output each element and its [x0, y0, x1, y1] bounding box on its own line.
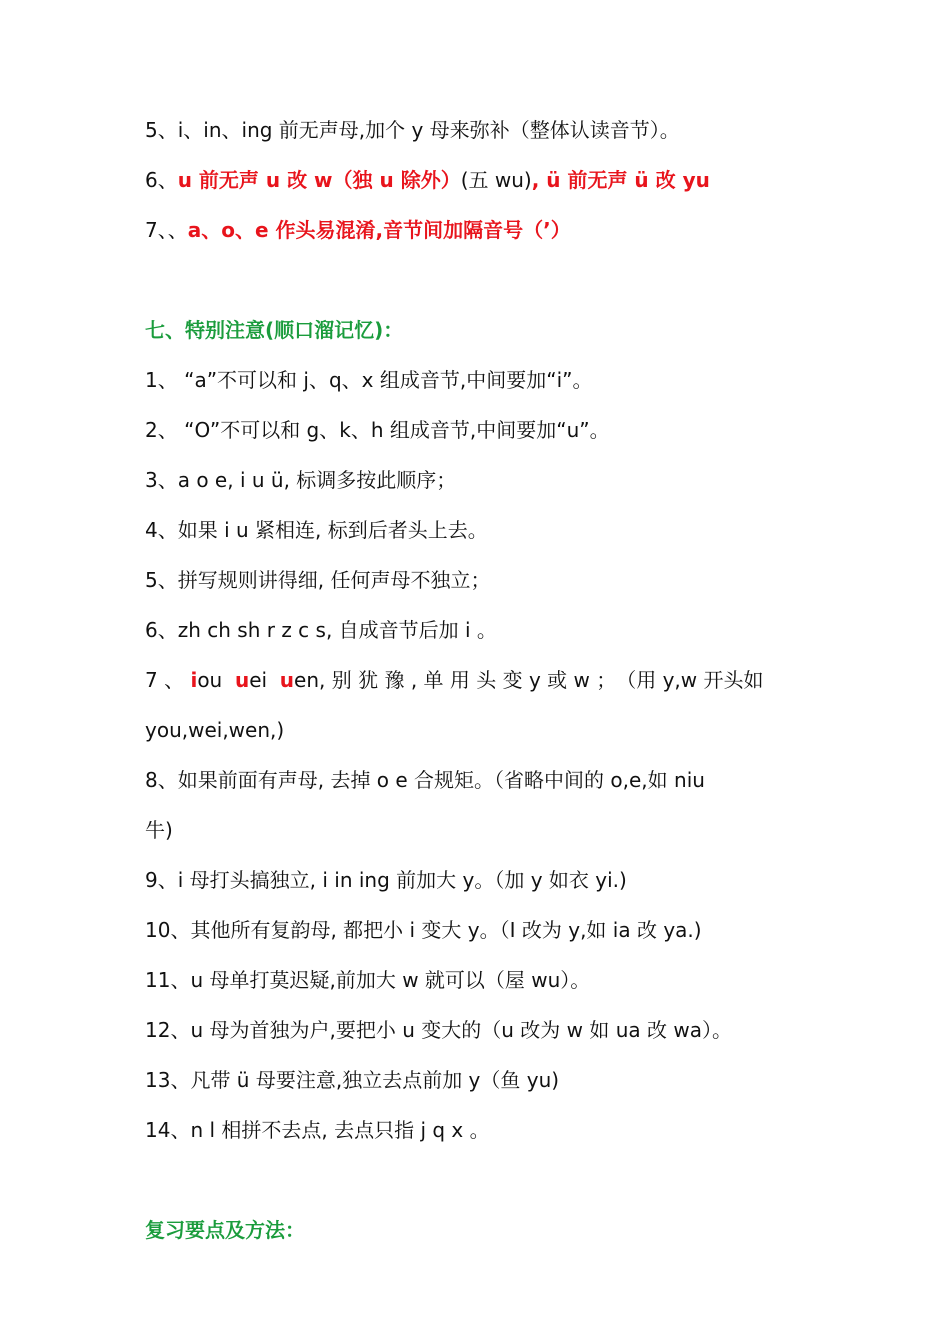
note-3: 3、a o e, i u ü, 标调多按此顺序；	[145, 468, 457, 492]
note-9: 9、i 母打头搞独立, i in ing 前加大 y。（加 y 如衣 yi.)	[145, 868, 627, 892]
rule-7-number: 7、、	[145, 218, 188, 242]
spacer	[145, 255, 825, 305]
note-7-red-u2: u	[279, 668, 295, 692]
note-12: 12、u 母为首独为户,要把小 u 变大的（u 改为 w 如 ua 改 wa）。	[145, 1018, 732, 1042]
rule-6-red-part-2: , ü 前无声 ü 改 yu	[531, 168, 710, 192]
rule-6-red-part-1: u 前无声 u 改 w（独 u 除外）	[177, 168, 461, 192]
spacer	[145, 1155, 825, 1205]
rule-7	[145, 205, 825, 255]
note-13: 13、凡带 ü 母要注意,独立去点前加 y（鱼 yu)	[145, 1068, 560, 1092]
note-2: 2、 “O”不可以和 g、k、h 组成音节,中间要加“u”。	[145, 418, 610, 442]
note-7-continuation: you,wei,wen,)	[145, 718, 285, 742]
note-11: 11、u 母单打莫迟疑,前加大 w 就可以（屋 wu）。	[145, 968, 591, 992]
note-7-number: 7 、	[145, 668, 185, 692]
note-7	[145, 655, 825, 705]
note-7-rest: en, 别 犹 豫 , 单 用 头 变 y 或 w ； （用 y,w 开头如	[294, 668, 764, 692]
note-7-ou: ou	[197, 668, 223, 692]
section-7-heading: 七、特别注意(顺口溜记忆)：	[145, 318, 404, 342]
note-14: 14、n l 相拼不去点, 去点只指 j q x 。	[145, 1118, 490, 1142]
note-5: 5、拼写规则讲得细, 任何声母不独立；	[145, 568, 491, 592]
rule-5: 5、i、in、ing 前无声母,加个 y 母来弥补（整体认读音节）。	[145, 118, 680, 142]
note-7-ei: ei	[249, 668, 268, 692]
note-8-continuation: 牛)	[145, 818, 173, 842]
note-1: 1、 “a”不可以和 j、q、x 组成音节,中间要加“i”。	[145, 368, 593, 392]
rule-7-red-text: a、o、e 作头易混淆,音节间加隔音号（’）	[187, 218, 571, 242]
note-6: 6、zh ch sh r z c s, 自成音节后加 i 。	[145, 618, 497, 642]
note-7-red-i: i	[190, 668, 198, 692]
rule-6-plain-part: (五 wu)	[460, 168, 532, 192]
review-heading: 复习要点及方法：	[145, 1218, 305, 1242]
note-8: 8、如果前面有声母, 去掉 o e 合规矩。（省略中间的 o,e,如 niu	[145, 768, 705, 792]
note-10: 10、其他所有复韵母, 都把小 i 变大 y。（I 改为 y,如 ia 改 ya.)	[145, 918, 702, 942]
rule-6	[145, 155, 825, 205]
note-4: 4、如果 i u 紧相连, 标到后者头上去。	[145, 518, 488, 542]
note-7-red-u1: u	[234, 668, 250, 692]
document-body	[145, 105, 825, 1255]
rule-6-number: 6、	[145, 168, 178, 192]
